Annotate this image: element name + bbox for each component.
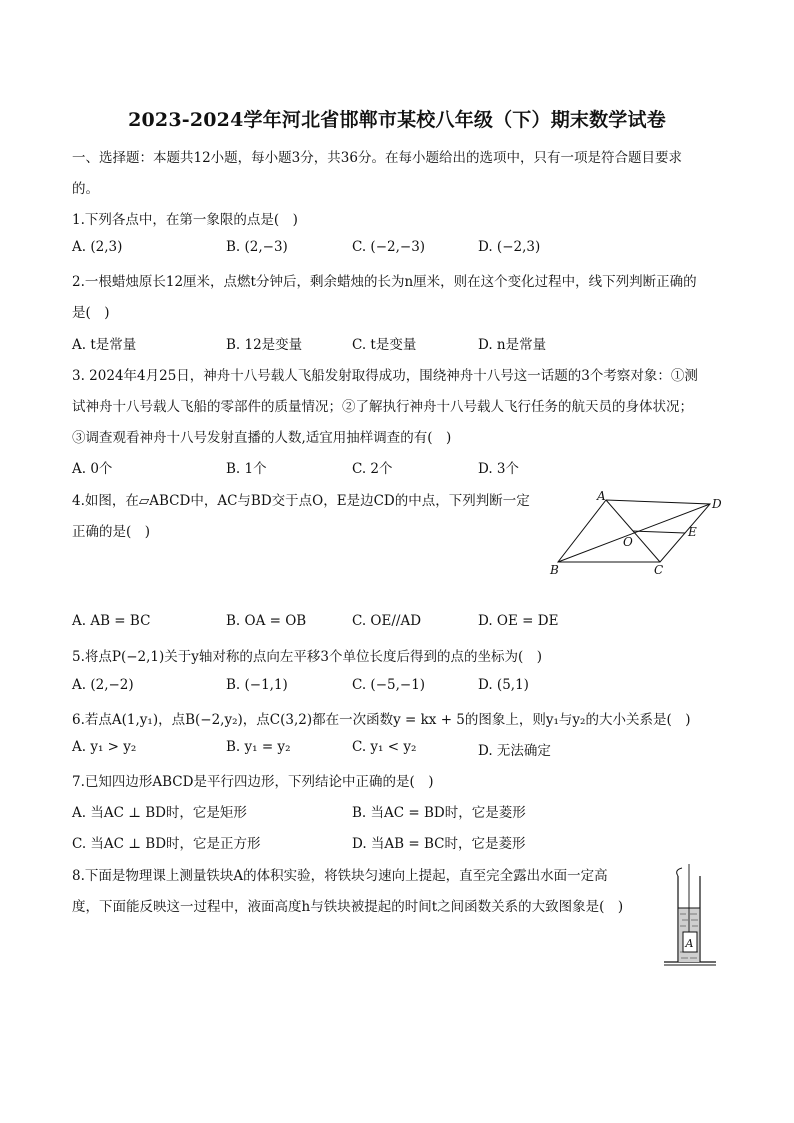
question-4-option-c: C. OE//AD xyxy=(352,613,422,629)
question-5-option-d: D. (5,1) xyxy=(478,677,529,693)
label-c: C xyxy=(654,563,664,577)
question-3-stem-line1: 3. 2024年4月25日，神舟十八号载人飞船发射取得成功，围绕神舟十八号这一话题的3个考察对象：①测 xyxy=(72,368,698,384)
label-o: O xyxy=(623,535,633,549)
parallelogram-figure xyxy=(548,488,728,578)
question-3-stem-line2: 试神舟十八号载人飞船的零部件的质量情况；②了解执行神舟十八号载人飞行任务的航天员的身体状况； xyxy=(72,399,693,415)
question-6-option-d: D. 无法确定 xyxy=(478,743,551,759)
question-5-option-b: B. (−1,1) xyxy=(226,677,288,693)
question-7-option-a: A. 当AC ⊥ BD时，它是矩形 xyxy=(72,805,247,821)
page-title: 2023-2024学年河北省邯郸市某校八年级（下）期末数学试卷 xyxy=(128,109,666,131)
question-3-option-b: B. 1个 xyxy=(226,461,267,477)
question-7-option-d: D. 当AB = BC时，它是菱形 xyxy=(352,836,526,852)
question-2-option-b: B. 12是变量 xyxy=(226,337,303,353)
section-instruction-line1: 一、选择题：本题共12小题，每小题3分，共36分。在每小题给出的选项中，只有一项是符合题目要求 xyxy=(72,150,682,166)
label-b: B xyxy=(550,563,559,577)
question-8-stem-line1: 8.下面是物理课上测量铁块A的体积实验，将铁块匀速向上提起，直至完全露出水面一定高 xyxy=(72,868,608,884)
question-6-option-c: C. y₁ < y₂ xyxy=(352,739,417,755)
label-a: A xyxy=(597,489,606,503)
label-d: D xyxy=(712,497,722,511)
question-1-option-a: A. (2,3) xyxy=(72,239,123,255)
question-4-stem-line2: 正确的是( ) xyxy=(72,524,151,540)
cylinder-spout xyxy=(677,868,682,876)
question-1-option-d: D. (−2,3) xyxy=(478,239,541,255)
question-6-stem: 6.若点A(1,y₁)，点B(−2,y₂)，点C(3,2)都在一次函数y = kx + 5的图象上，则y₁与y₂的大小关系是( ) xyxy=(72,712,691,728)
question-2-stem-line2: 是( ) xyxy=(72,305,110,321)
question-4-option-b: B. OA = OB xyxy=(226,613,307,629)
question-7-stem: 7.已知四边形ABCD是平行四边形，下列结论中正确的是( ) xyxy=(72,774,434,790)
question-4-stem-line1: 4.如图，在▱ABCD中，AC与BD交于点O，E是边CD的中点，下列判断一定 xyxy=(72,493,530,509)
question-3-stem-line3: ③调查观看神舟十八号发射直播的人数,适宜用抽样调查的有( ) xyxy=(72,430,452,446)
question-3-option-d: D. 3个 xyxy=(478,461,520,477)
iron-block-label: A xyxy=(685,937,694,950)
question-7-option-b: B. 当AC = BD时，它是菱形 xyxy=(352,805,526,821)
question-7-option-c: C. 当AC ⊥ BD时，它是正方形 xyxy=(72,836,261,852)
question-2-option-d: D. n是常量 xyxy=(478,337,547,353)
question-1-option-c: C. (−2,−3) xyxy=(352,239,426,255)
question-3-option-c: C. 2个 xyxy=(352,461,393,477)
question-5-option-a: A. (2,−2) xyxy=(72,677,134,693)
question-2-option-a: A. t是常量 xyxy=(72,337,137,353)
measuring-cylinder-figure xyxy=(660,862,724,974)
question-8-stem-line2: 度，下面能反映这一过程中，液面高度h与铁块被提起的时间t之间函数关系的大致图象是( ) xyxy=(72,899,624,915)
question-1-option-b: B. (2,−3) xyxy=(226,239,288,255)
question-4-option-a: A. AB = BC xyxy=(72,613,151,629)
question-5-stem: 5.将点P(−2,1)关于y轴对称的点向左平移3个单位长度后得到的点的坐标为( ) xyxy=(72,649,543,665)
question-1-stem: 1.下列各点中，在第一象限的点是( ) xyxy=(72,212,298,228)
section-instruction-line2: 的。 xyxy=(72,181,99,197)
question-6-option-b: B. y₁ = y₂ xyxy=(226,739,291,755)
segment-oe xyxy=(633,531,685,533)
label-e: E xyxy=(688,525,697,539)
question-2-stem-line1: 2.一根蜡烛原长12厘米，点燃t分钟后，剩余蜡烛的长为n厘米，则在这个变化过程中，线下列判断正确的 xyxy=(72,274,697,290)
question-5-option-c: C. (−5,−1) xyxy=(352,677,426,693)
question-4-option-d: D. OE = DE xyxy=(478,613,559,629)
question-3-option-a: A. 0个 xyxy=(72,461,113,477)
question-2-option-c: C. t是变量 xyxy=(352,337,417,353)
question-6-option-a: A. y₁ > y₂ xyxy=(72,739,137,755)
